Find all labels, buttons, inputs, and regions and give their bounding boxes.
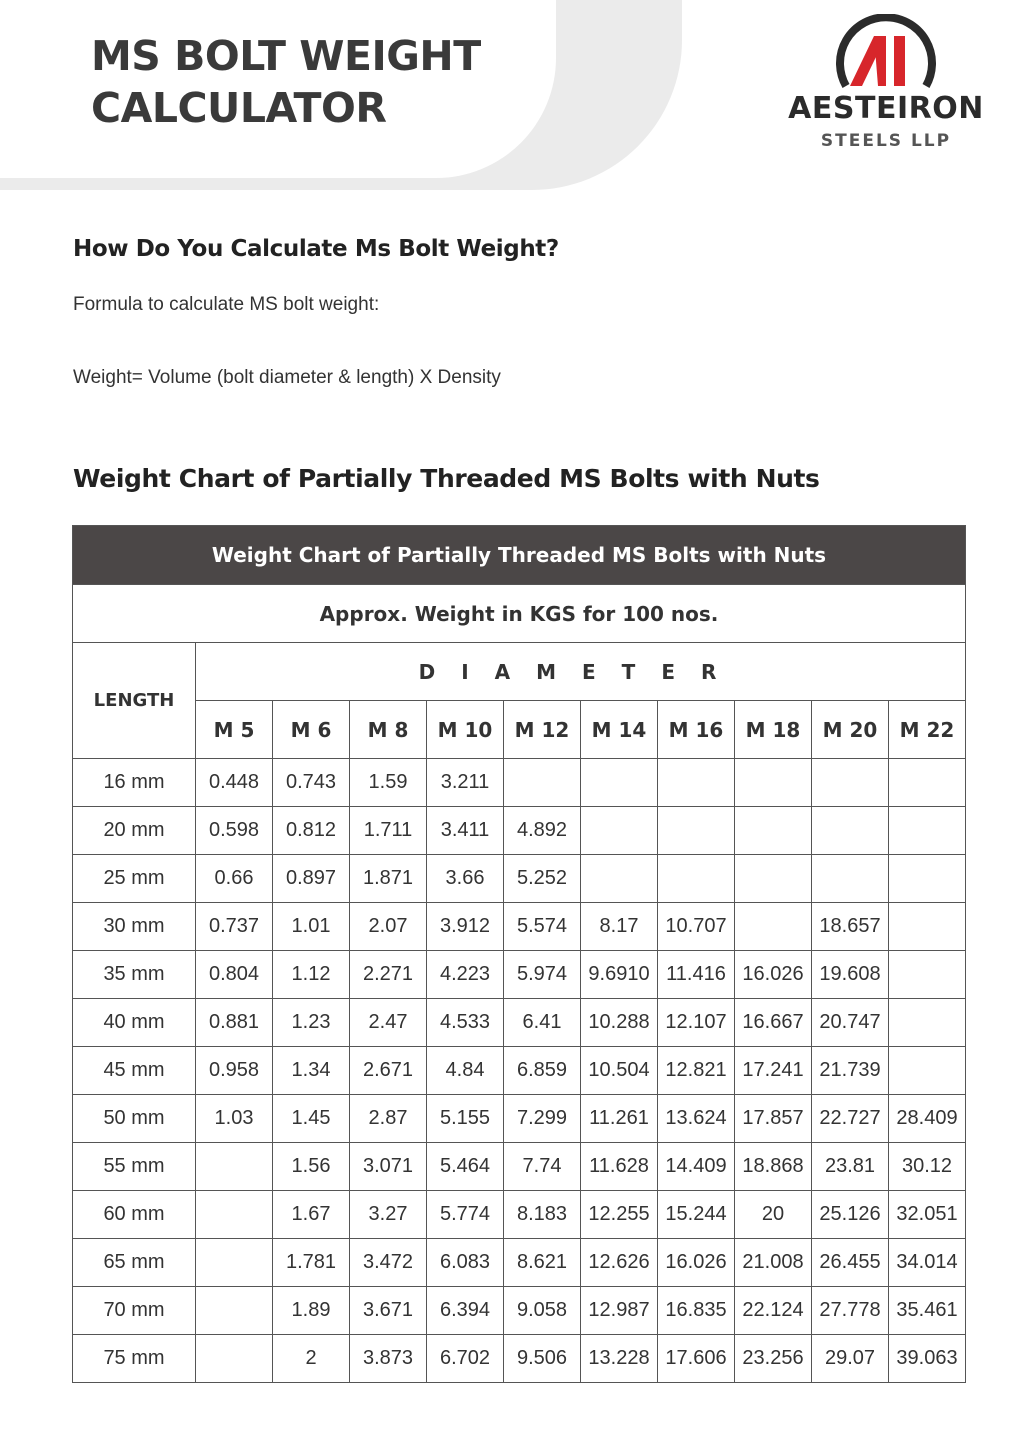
weight-cell: 5.252 [504, 855, 581, 903]
weight-cell: 4.223 [427, 951, 504, 999]
weight-cell: 1.781 [273, 1239, 350, 1287]
weight-cell: 1.01 [273, 903, 350, 951]
weight-cell: 16.026 [735, 951, 812, 999]
weight-cell: 10.504 [581, 1047, 658, 1095]
weight-cell: 2.271 [350, 951, 427, 999]
weight-cell: 30.12 [889, 1143, 966, 1191]
length-header: LENGTH [73, 643, 196, 759]
weight-cell: 10.288 [581, 999, 658, 1047]
weight-cell: 13.228 [581, 1335, 658, 1383]
column-header: M 18 [735, 701, 812, 759]
weight-cell [196, 1191, 273, 1239]
weight-cell: 9.6910 [581, 951, 658, 999]
weight-cell: 23.81 [812, 1143, 889, 1191]
weight-cell [581, 807, 658, 855]
weight-cell [889, 951, 966, 999]
length-cell: 70 mm [73, 1287, 196, 1335]
weight-cell: 3.873 [350, 1335, 427, 1383]
weight-cell: 5.774 [427, 1191, 504, 1239]
weight-cell: 0.804 [196, 951, 273, 999]
weight-cell: 23.256 [735, 1335, 812, 1383]
weight-cell: 11.628 [581, 1143, 658, 1191]
weight-cell: 6.41 [504, 999, 581, 1047]
weight-cell: 21.008 [735, 1239, 812, 1287]
weight-cell [889, 1047, 966, 1095]
weight-cell: 4.533 [427, 999, 504, 1047]
column-header: M 12 [504, 701, 581, 759]
weight-cell: 34.014 [889, 1239, 966, 1287]
weight-cell: 1.59 [350, 759, 427, 807]
weight-cell: 1.56 [273, 1143, 350, 1191]
diameter-columns-row [73, 701, 966, 759]
weight-cell: 1.711 [350, 807, 427, 855]
weight-cell [196, 1287, 273, 1335]
weight-cell: 0.743 [273, 759, 350, 807]
weight-cell: 6.394 [427, 1287, 504, 1335]
weight-cell: 12.821 [658, 1047, 735, 1095]
weight-cell: 3.071 [350, 1143, 427, 1191]
weight-cell: 3.411 [427, 807, 504, 855]
weight-cell: 0.448 [196, 759, 273, 807]
table-row [73, 903, 966, 951]
table-row [73, 855, 966, 903]
column-header: M 8 [350, 701, 427, 759]
weight-cell [889, 999, 966, 1047]
weight-cell: 11.416 [658, 951, 735, 999]
weight-cell: 29.07 [812, 1335, 889, 1383]
weight-cell: 1.34 [273, 1047, 350, 1095]
weight-cell: 20 [735, 1191, 812, 1239]
weight-cell: 3.211 [427, 759, 504, 807]
column-header: M 14 [581, 701, 658, 759]
length-cell: 16 mm [73, 759, 196, 807]
weight-cell: 1.89 [273, 1287, 350, 1335]
weight-cell: 17.857 [735, 1095, 812, 1143]
weight-cell: 1.67 [273, 1191, 350, 1239]
weight-cell: 4.84 [427, 1047, 504, 1095]
weight-cell: 12.255 [581, 1191, 658, 1239]
weight-cell [196, 1335, 273, 1383]
weight-cell: 28.409 [889, 1095, 966, 1143]
weight-cell: 20.747 [812, 999, 889, 1047]
weight-cell [889, 759, 966, 807]
weight-cell [735, 759, 812, 807]
weight-cell: 0.897 [273, 855, 350, 903]
weight-cell: 0.598 [196, 807, 273, 855]
weight-cell [196, 1239, 273, 1287]
table-row [73, 951, 966, 999]
company-subtitle: STEELS LLP [820, 131, 952, 151]
weight-cell [812, 759, 889, 807]
weight-cell: 13.624 [658, 1095, 735, 1143]
weight-cell: 18.657 [812, 903, 889, 951]
weight-cell [735, 903, 812, 951]
weight-cell [812, 807, 889, 855]
weight-cell: 1.03 [196, 1095, 273, 1143]
weight-cell: 12.107 [658, 999, 735, 1047]
weight-cell: 0.66 [196, 855, 273, 903]
page-title-line-2: CALCULATOR [91, 84, 387, 132]
weight-cell: 17.606 [658, 1335, 735, 1383]
formula-heading: How Do You Calculate Ms Bolt Weight? [73, 236, 559, 262]
diameter-header: DIAMETER [196, 643, 966, 701]
weight-cell: 19.608 [812, 951, 889, 999]
weight-cell: 12.626 [581, 1239, 658, 1287]
weight-cell: 35.461 [889, 1287, 966, 1335]
weight-cell: 17.241 [735, 1047, 812, 1095]
weight-cell [889, 903, 966, 951]
column-header: M 22 [889, 701, 966, 759]
table-row [73, 999, 966, 1047]
weight-cell: 3.66 [427, 855, 504, 903]
weight-cell: 39.063 [889, 1335, 966, 1383]
weight-cell: 15.244 [658, 1191, 735, 1239]
page-title [91, 30, 531, 134]
weight-cell: 16.026 [658, 1239, 735, 1287]
weight-cell: 0.737 [196, 903, 273, 951]
weight-cell: 14.409 [658, 1143, 735, 1191]
weight-cell: 25.126 [812, 1191, 889, 1239]
logo-mark-icon [786, 14, 986, 94]
length-cell: 65 mm [73, 1239, 196, 1287]
weight-cell: 22.727 [812, 1095, 889, 1143]
weight-cell: 0.812 [273, 807, 350, 855]
table-row [73, 1047, 966, 1095]
weight-cell: 2.671 [350, 1047, 427, 1095]
weight-cell: 2.07 [350, 903, 427, 951]
weight-cell: 8.17 [581, 903, 658, 951]
weight-cell: 0.881 [196, 999, 273, 1047]
weight-cell: 6.859 [504, 1047, 581, 1095]
weight-cell [658, 759, 735, 807]
table-subtitle: Approx. Weight in KGS for 100 nos. [73, 585, 966, 643]
weight-cell: 10.707 [658, 903, 735, 951]
table-row [73, 1335, 966, 1383]
length-cell: 60 mm [73, 1191, 196, 1239]
weight-cell: 9.506 [504, 1335, 581, 1383]
weight-cell: 3.671 [350, 1287, 427, 1335]
length-cell: 20 mm [73, 807, 196, 855]
bolt-weight-table [72, 525, 966, 1383]
weight-cell: 16.667 [735, 999, 812, 1047]
weight-cell: 16.835 [658, 1287, 735, 1335]
weight-cell: 8.183 [504, 1191, 581, 1239]
weight-cell: 9.058 [504, 1287, 581, 1335]
weight-cell [658, 807, 735, 855]
weight-cell: 1.12 [273, 951, 350, 999]
weight-cell: 4.892 [504, 807, 581, 855]
column-header: M 20 [812, 701, 889, 759]
table-row [73, 759, 966, 807]
length-cell: 45 mm [73, 1047, 196, 1095]
weight-cell [196, 1143, 273, 1191]
column-header: M 10 [427, 701, 504, 759]
weight-cell [504, 759, 581, 807]
length-cell: 35 mm [73, 951, 196, 999]
table-row [73, 1239, 966, 1287]
table-row [73, 807, 966, 855]
table-row [73, 1191, 966, 1239]
weight-cell: 3.27 [350, 1191, 427, 1239]
weight-cell [735, 855, 812, 903]
table-title: Weight Chart of Partially Threaded MS Bolts with Nuts [73, 526, 966, 585]
weight-cell: 12.987 [581, 1287, 658, 1335]
weight-cell: 11.261 [581, 1095, 658, 1143]
weight-cell: 2 [273, 1335, 350, 1383]
weight-cell: 27.778 [812, 1287, 889, 1335]
length-cell: 55 mm [73, 1143, 196, 1191]
weight-cell: 7.74 [504, 1143, 581, 1191]
weight-cell: 5.155 [427, 1095, 504, 1143]
weight-cell: 18.868 [735, 1143, 812, 1191]
weight-cell: 8.621 [504, 1239, 581, 1287]
table-body [73, 759, 966, 1383]
weight-cell: 21.739 [812, 1047, 889, 1095]
weight-cell: 5.974 [504, 951, 581, 999]
weight-cell: 1.23 [273, 999, 350, 1047]
company-name: AESTEIRON [788, 91, 984, 126]
table-row [73, 1143, 966, 1191]
weight-cell: 2.47 [350, 999, 427, 1047]
weight-cell: 7.299 [504, 1095, 581, 1143]
weight-cell: 22.124 [735, 1287, 812, 1335]
weight-cell [581, 759, 658, 807]
length-cell: 30 mm [73, 903, 196, 951]
weight-cell: 3.912 [427, 903, 504, 951]
column-header: M 5 [196, 701, 273, 759]
length-cell: 25 mm [73, 855, 196, 903]
weight-cell: 32.051 [889, 1191, 966, 1239]
column-header: M 6 [273, 701, 350, 759]
page-title-line-1: MS BOLT WEIGHT [91, 32, 481, 80]
weight-cell [812, 855, 889, 903]
weight-cell: 6.702 [427, 1335, 504, 1383]
weight-cell: 2.87 [350, 1095, 427, 1143]
length-cell: 75 mm [73, 1335, 196, 1383]
length-cell: 50 mm [73, 1095, 196, 1143]
weight-cell [581, 855, 658, 903]
weight-cell: 0.958 [196, 1047, 273, 1095]
weight-cell [735, 807, 812, 855]
weight-cell [889, 807, 966, 855]
company-logo [786, 14, 986, 154]
weight-cell: 5.574 [504, 903, 581, 951]
weight-cell: 3.472 [350, 1239, 427, 1287]
formula-text: Weight= Volume (bolt diameter & length) X Density [73, 367, 501, 388]
weight-cell: 1.45 [273, 1095, 350, 1143]
weight-cell: 5.464 [427, 1143, 504, 1191]
weight-cell: 1.871 [350, 855, 427, 903]
weight-cell: 6.083 [427, 1239, 504, 1287]
length-cell: 40 mm [73, 999, 196, 1047]
chart-heading: Weight Chart of Partially Threaded MS Bolts with Nuts [73, 464, 820, 493]
weight-cell [658, 855, 735, 903]
column-header: M 16 [658, 701, 735, 759]
weight-cell [889, 855, 966, 903]
formula-intro: Formula to calculate MS bolt weight: [73, 294, 380, 315]
table-row [73, 1095, 966, 1143]
table-row [73, 1287, 966, 1335]
weight-cell: 26.455 [812, 1239, 889, 1287]
